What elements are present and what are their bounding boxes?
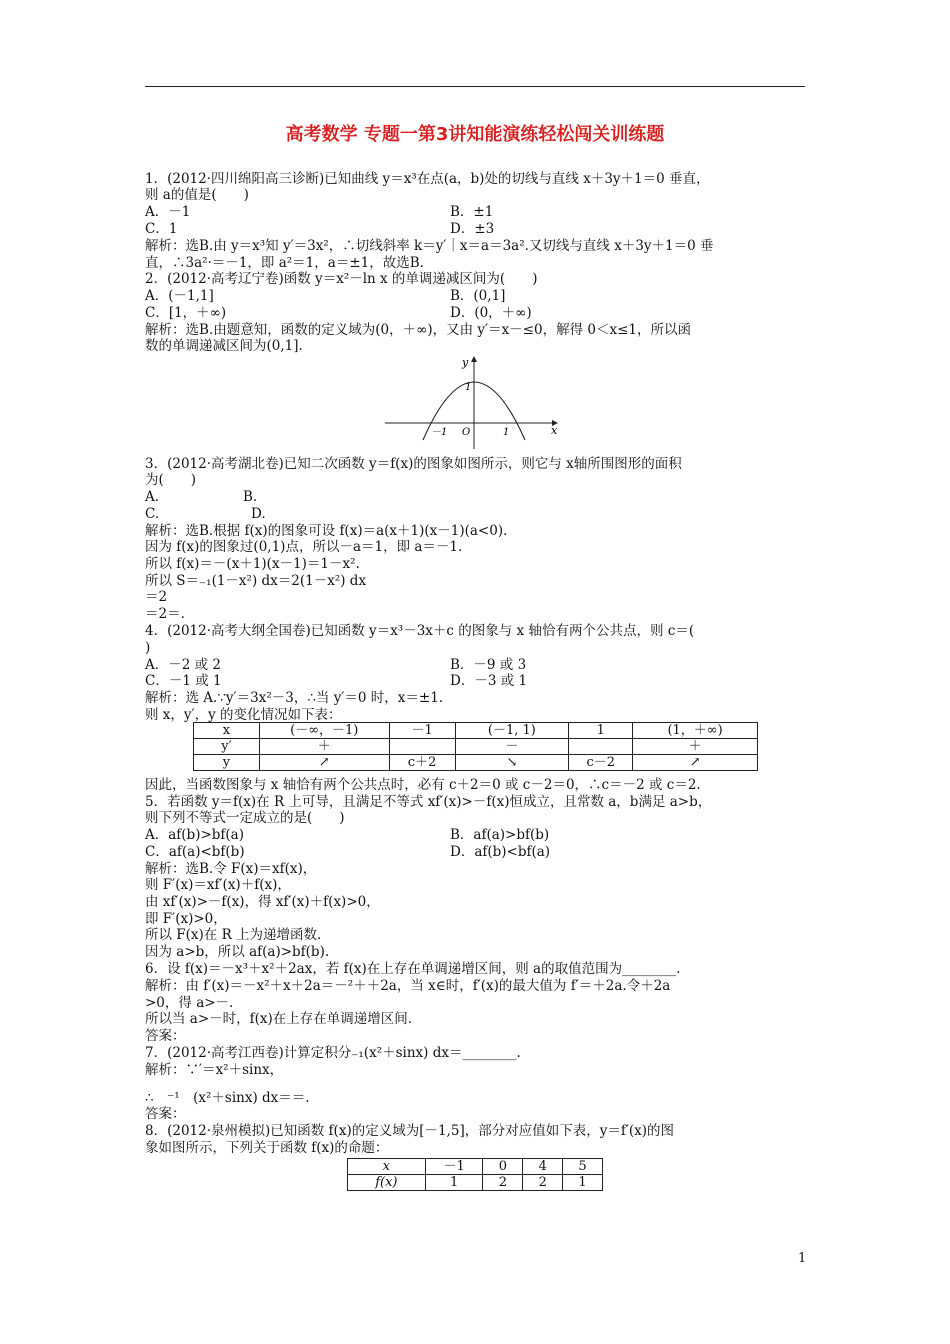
table-row: [348, 1159, 603, 1175]
q4-option-b: B．－9 或 3: [450, 657, 527, 673]
table-row: [194, 755, 758, 771]
q1-stem: 1．(2012·四川绵阳高三诊断)已知曲线 y＝x³在点(a，b)处的切线与直线 x＋3y＋1＝0 垂直，: [145, 171, 710, 187]
table-cell: y: [194, 755, 260, 771]
q3-solution-2: 因为 f(x)的图象过(0,1)点，所以－a＝1，即 a＝－1.: [145, 539, 463, 555]
q1-solution-cont: 直，∴3a²·＝－1，即 a²＝1，a＝±1，故选B.: [145, 255, 424, 271]
q1-option-a: A．－1: [145, 204, 191, 220]
q2-solution: 解析：选B.由题意知，函数的定义域为(0，＋∞)，又由 y′＝x－≤0，解得 0＜x≤1，所以函: [145, 322, 691, 338]
q3-option-c: C.: [145, 506, 160, 522]
q2-solution-cont: 数的单调递减区间为(0,1].: [145, 338, 303, 354]
q4-option-d: D．－3 或 1: [450, 673, 528, 689]
q7-solution-1: 解析：∵′＝x²＋sinx，: [145, 1062, 284, 1078]
q4-stem: 4．(2012·高考大纲全国卷)已知函数 y＝x³－3x＋c 的图象与 x 轴恰有两个公共点，则 c＝(: [145, 623, 695, 639]
q3-option-b: B.: [243, 489, 258, 505]
q5-solution-4: 即 F′(x)>0，: [145, 911, 227, 927]
q3-solution-1: 解析：选B.根据 f(x)的图象可设 f(x)＝a(x＋1)(x－1)(a<0).: [145, 523, 508, 539]
q2-option-d: D．(0，＋∞): [450, 305, 532, 321]
table-cell: c＋2: [389, 755, 455, 771]
monotonicity-table: [193, 722, 758, 771]
q6-solution-2: >0，得 a>－.: [145, 995, 234, 1011]
table-cell: 0: [483, 1159, 523, 1175]
q4-option-c: C．－1 或 1: [145, 673, 222, 689]
q6-stem: 6．设 f(x)＝－x³＋x²＋2ax，若 f(x)在上存在单调递增区间，则 a的取值范围为________.: [145, 961, 681, 977]
q6-solution-3: 所以当 a>－时，f(x)在上存在单调递增区间.: [145, 1011, 413, 1027]
table-cell: ↗: [259, 755, 389, 771]
x-axis-label: x: [551, 424, 558, 437]
table-cell: 1: [563, 1175, 603, 1191]
q5-solution-2: 则 F′(x)＝xf′(x)＋f(x)，: [145, 877, 291, 893]
q2-option-b: B．(0,1]: [450, 288, 506, 304]
table-cell: －: [455, 739, 569, 755]
table-cell: f(x): [348, 1175, 426, 1191]
q2-option-a: A．(－1,1]: [145, 288, 214, 304]
table-cell: y′: [194, 739, 260, 755]
q5-stem: 5．若函数 y＝f(x)在 R 上可导，且满足不等式 xf′(x)>－f(x)恒成立，且常数 a，b满足 a>b，: [145, 794, 712, 810]
q6-answer: 答案：: [145, 1028, 186, 1044]
q5-option-d: D．af(b)<bf(a): [450, 844, 551, 860]
table-cell: 1: [569, 723, 633, 739]
value-table: [347, 1158, 603, 1191]
q3-stem: 3．(2012·高考湖北卷)已知二次函数 y＝f(x)的图象如图所示，则它与 x轴所围图形的面积: [145, 456, 682, 472]
table-cell: x: [194, 723, 260, 739]
table-cell: －1: [389, 723, 455, 739]
q5-solution-5: 所以 F(x)在 R 上为递增函数.: [145, 927, 322, 943]
table-cell: 5: [563, 1159, 603, 1175]
y-tick-1: 1: [465, 382, 472, 393]
q8-stem: 8．(2012·泉州模拟)已知函数 f(x)的定义域为[－1,5]，部分对应值如下表，y＝f′(x)的图: [145, 1123, 675, 1139]
q5-option-c: C．af(a)<bf(b): [145, 844, 245, 860]
q4-stem-cont: ): [145, 640, 151, 656]
table-cell: 4: [523, 1159, 563, 1175]
q1-option-c: C．1: [145, 221, 178, 237]
table-cell: ＋: [633, 739, 758, 755]
page-title: 高考数学 专题一第3讲知能演练轻松闯关训练题: [285, 124, 665, 145]
q5-solution-6: 因为 a>b，所以 af(a)>bf(b).: [145, 944, 330, 960]
q1-solution: 解析：选B.由 y＝x³知 y′＝3x²，∴切线斜率 k＝y′｜x＝a＝3a².又切线与直线 x＋3y＋1＝0 垂: [145, 238, 714, 254]
table-cell: ↗: [633, 755, 758, 771]
page-number: 1: [798, 1251, 807, 1266]
q3-option-a: A.: [145, 489, 160, 505]
q3-solution-6: ＝2＝.: [145, 606, 185, 622]
q3-solution-3: 所以 f(x)＝－(x＋1)(x－1)＝1－x².: [145, 556, 360, 572]
table-cell: －1: [425, 1159, 483, 1175]
q2-option-c: C．[1，＋∞): [145, 305, 227, 321]
table-cell: x: [348, 1159, 426, 1175]
q3-stem-cont: 为( ): [145, 472, 197, 488]
table-cell: (1，＋∞): [633, 723, 758, 739]
table-cell: [569, 739, 633, 755]
table-cell: 1: [425, 1175, 483, 1191]
q7-stem: 7．(2012·高考江西卷)计算定积分₋₁(x²＋sinx) dx＝________.: [145, 1045, 521, 1061]
q3-solution-4: 所以 S＝₋₁(1－x²) dx＝2(1－x²) dx: [145, 573, 367, 589]
q7-answer: 答案：: [145, 1106, 186, 1122]
q5-option-b: B．af(a)>bf(b): [450, 827, 550, 843]
q1-option-b: B．±1: [450, 204, 494, 220]
q8-stem-cont: 象如图所示，下列关于函数 f(x)的命题：: [145, 1140, 389, 1156]
top-rule: [145, 86, 805, 87]
q5-option-a: A．af(b)>bf(a): [145, 827, 245, 843]
y-axis-label: y: [462, 356, 469, 369]
q7-solution-2: ∴ ⁻¹ (x²＋sinx) dx＝＝.: [145, 1090, 310, 1106]
table-cell: (－1, 1): [455, 723, 569, 739]
table-cell: ↘: [455, 755, 569, 771]
q3-solution-5: ＝2: [145, 589, 168, 605]
q5-solution-3: 由 xf′(x)>－f(x)，得 xf′(x)＋f(x)>0，: [145, 894, 380, 910]
q6-solution-1: 解析：由 f′(x)＝－x²＋x＋2a＝－²＋＋2a，当 x∈时，f′(x)的最大值为 f′＝＋2a.令＋2a: [145, 978, 671, 994]
x-tick-neg1: －1: [431, 427, 448, 438]
table-cell: 2: [523, 1175, 563, 1191]
table-cell: c－2: [569, 755, 633, 771]
table-row: [348, 1175, 603, 1191]
table-cell: [389, 739, 455, 755]
q1-stem-cont: 则 a的值是( ): [145, 187, 249, 203]
x-tick-1: 1: [503, 427, 510, 438]
q5-solution-1: 解析：选B.令 F(x)＝xf(x)，: [145, 861, 317, 877]
q2-stem: 2．(2012·高考辽宁卷)函数 y＝x²－ln x 的单调递减区间为( ): [145, 271, 538, 287]
q3-option-d: D.: [251, 506, 266, 522]
q4-solution-1: 解析：选 A.∵y′＝3x²－3，∴当 y′＝0 时，x＝±1.: [145, 690, 444, 706]
origin-label: O: [462, 427, 471, 438]
table-cell: (－∞，－1): [259, 723, 389, 739]
table-row: [194, 739, 758, 755]
q1-option-d: D．±3: [450, 221, 495, 237]
table-cell: ＋: [259, 739, 389, 755]
q4-option-a: A．－2 或 2: [145, 657, 222, 673]
table-row: [194, 723, 758, 739]
q4-solution-2: 则 x，y′，y 的变化情况如下表：: [145, 707, 342, 723]
q5-stem-cont: 则下列不等式一定成立的是( ): [145, 810, 345, 826]
parabola-graph: [385, 352, 570, 452]
q4-conclusion: 因此，当函数图象与 x 轴恰有两个公共点时，必有 c＋2＝0 或 c－2＝0，∴c＝－2 或 c＝2.: [145, 777, 701, 793]
table-cell: 2: [483, 1175, 523, 1191]
